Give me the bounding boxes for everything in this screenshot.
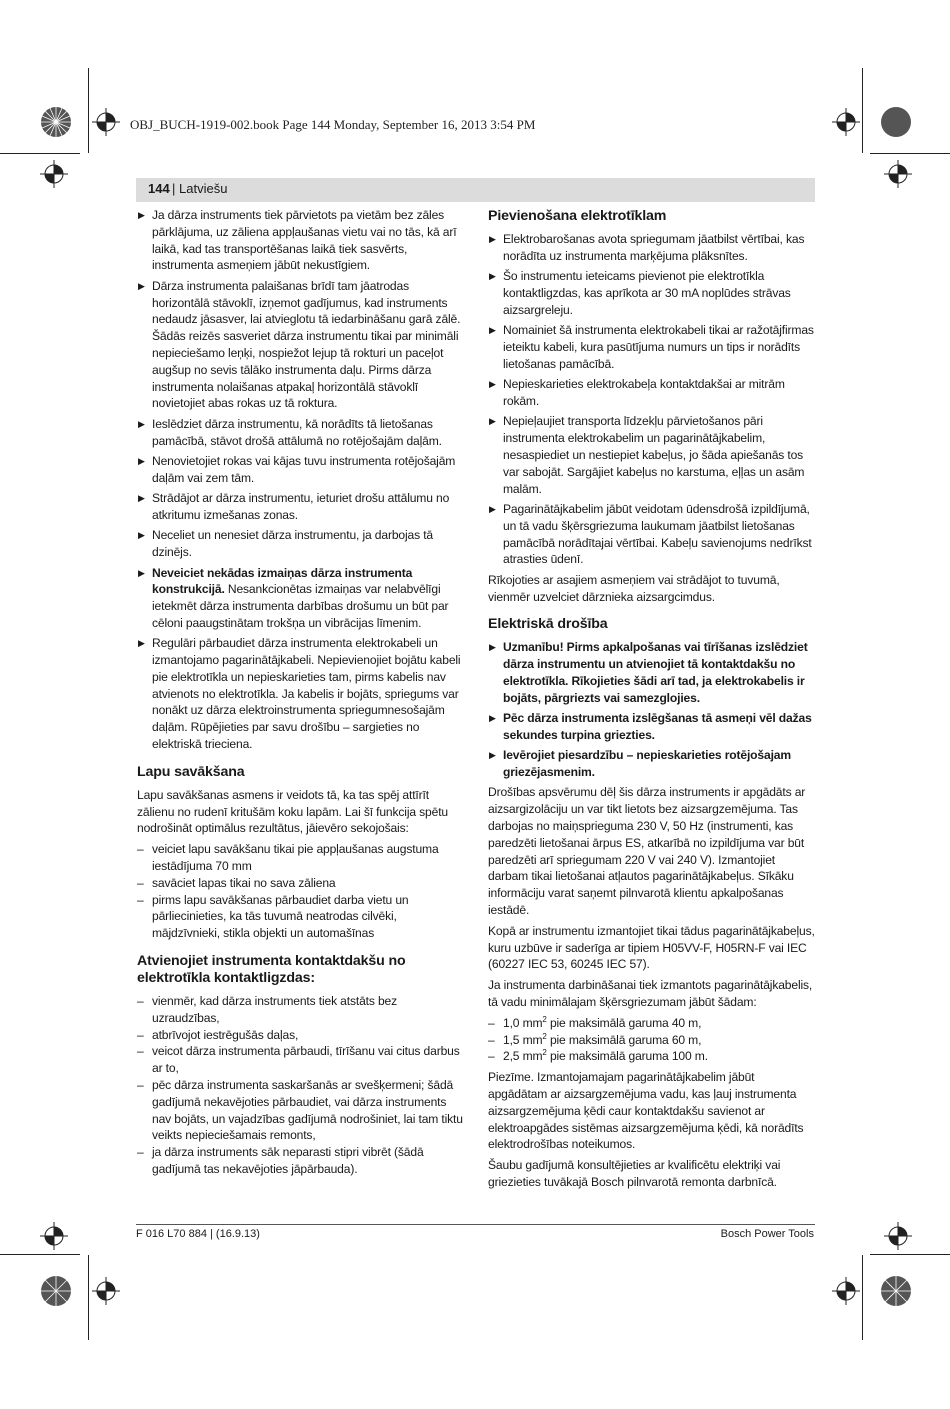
- list-item: – savāciet lapas tikai no sava zāliena: [137, 875, 465, 892]
- section-heading-elektriska: Elektriskā drošība: [488, 616, 608, 633]
- warning-bullet: [488, 639, 816, 706]
- list-item: [488, 1032, 816, 1049]
- list-item: – veicot dārza instrumenta pārbaudi, tīrīšanu vai citus darbus ar to,: [137, 1043, 465, 1077]
- safety-bullet: ▶ Neceliet un nenesiet dārza instrumentu, ja darbojas tā dzinējs.: [137, 527, 465, 561]
- bullet-bold-lead: Neveiciet nekādas izmaiņas dārza instrumenta konstrukcijā.: [152, 565, 413, 597]
- trim-line: [870, 153, 950, 154]
- list-item: – ja dārza instruments sāk neparasti stipri vibrēt (šādā gadījumā tas nekavējoties jāpārbauda).: [137, 1144, 465, 1178]
- cable-size-list: [488, 1015, 816, 1065]
- footer-doc-code: F 016 L70 884 | (16.9.13): [136, 1228, 260, 1240]
- cable-length: pie maksimālā garuma 100 m.: [546, 1049, 708, 1064]
- bullet-text: Nesankcionētas izmaiņas var nelabvēlīgi ietekmēt dārza instrumenta darbības drošumu un būt par cēloni paaugstinātam trokšņa un vibrācijas līmenim.: [152, 582, 449, 630]
- page-header: [136, 178, 815, 202]
- header-separator: |: [172, 181, 176, 196]
- list-item: [488, 1015, 816, 1032]
- crosshair-mark: [884, 160, 912, 188]
- footer-divider: [136, 1224, 815, 1225]
- crosshair-mark: [832, 1277, 860, 1305]
- superscript: 2: [542, 1014, 547, 1024]
- safety-bullet: ▶ Pagarinātājkabelim jābūt veidotam ūdensdrošā izpildījumā, un tā vadu šķērsgriezuma laukumam jāatbilst lietošanas pamācībā norādītajai vērtībai. Kabeļu savienojums nedrīkst atrasties ūdenī.: [488, 501, 816, 568]
- paragraph: Lapu savākšanas asmens ir veidots tā, ka tas spēj attīrīt zālienu no rudenī kritušām koku lapām. Lai šī funkcija spētu nodrošināt optimālus rezultātus, jāievēro sekojošais:: [137, 787, 448, 836]
- registration-mark-bottom-right: [880, 1275, 912, 1307]
- page-language: Latviešu: [179, 181, 228, 196]
- printer-header: OBJ_BUCH-1919-002.book Page 144 Monday, September 16, 2013 3:54 PM: [130, 117, 536, 132]
- footer-brand: Bosch Power Tools: [720, 1228, 814, 1240]
- safety-bullet: ▶ Nepieļaujiet transporta līdzekļu pārvietošanos pāri instrumenta elektrokabelim un pagarinātājkabelim, nesaspiediet un nestiepiet kabeļus, jo šāda apiešanās tos var sabojāt. Sargājiet kabeļus no karstuma, eļļas un asām malām.: [488, 413, 816, 497]
- cable-length: pie maksimālā garuma 60 m,: [546, 1032, 702, 1047]
- registration-mark-top-right: [880, 106, 912, 138]
- safety-bullet: ▶ Nomainiet šā instrumenta elektrokabeli tikai ar ražotājfirmas ieteiktu kabeli, kura pasūtījuma numurs un tips ir norādīts lietošanas pamācībā.: [488, 322, 816, 372]
- safety-bullet: ▶ Regulāri pārbaudiet dārza instrumenta elektrokabeli un izmantojamo pagarinātājkabeli. Nepievienojiet bojātu kabeli pie elektrotīkla un nepieskarieties tam, pirms kabelis nav atvienots no elektrotīkla. Ja kabelis ir bojāts, spriegums var nonākt uz dārza elektroinstrumenta spriegumnesošajām daļām. Rūpējieties par savu drošību – sargieties no elektriskā trieciena.: [137, 635, 465, 753]
- cable-size: 1,0 mm: [503, 1015, 543, 1030]
- safety-bullet: ▶ Šo instrumentu ieteicams pievienot pie elektrotīkla kontaktligzdas, kas aprīkota ar 30 mA noplūdes strāvas aizsargreleju.: [488, 268, 816, 318]
- paragraph: Ja instrumenta darbināšanai tiek izmantots pagarinātājkabelis, tā vadu minimālajam šķērsgriezumam jābūt šādam:: [488, 978, 813, 1010]
- safety-bullet: ▶ Dārza instrumenta palaišanas brīdī tam jāatrodas horizontālā stāvoklī, izņemot gadījumus, kad instruments nedaudz jāsasver, lai atvieglotu tā iedarbināšanu garā zālē. Šādās reizēs sasveriet dārza instrumentu tikai par minimāli nepieciešamo leņķi, nospiežot lejup tā rokturi un paceļot augšup no sevis tālāko instrumenta daļu. Pirms dārza instrumenta nolaišanas atpakaļ horizontālā stāvoklī novietojiet abas rokas uz tā roktura.: [137, 278, 465, 412]
- safety-bullet: ▶ Nenovietojiet rokas vai kājas tuvu instrumenta rotējošajām daļām vai zem tām.: [137, 453, 465, 487]
- crosshair-mark: [92, 108, 120, 136]
- page-number: 144: [148, 181, 170, 196]
- crosshair-mark: [832, 108, 860, 136]
- lapu-list: [137, 841, 465, 942]
- list-item: – vienmēr, kad dārza instruments tiek atstāts bez uzraudzības,: [137, 993, 465, 1027]
- trim-line: [88, 1255, 89, 1340]
- paragraph: Kopā ar instrumentu izmantojiet tikai tādus pagarinātājkabeļus, kuru uzbūve ir saderīga ar tipiem H05VV-F, H05RN-F vai IEC (60227 IEC 53, 60245 IEC 57).: [488, 923, 815, 972]
- safety-bullet: ▶ Strādājot ar dārza instrumentu, ieturiet drošu attālumu no atkritumu izmešanas zonas.: [137, 490, 465, 524]
- bullet-bold-text: Ievērojiet piesardzību – nepieskarieties rotējošajam griezējasmenim.: [503, 748, 791, 780]
- section-heading-pievienosana: Pievienošana elektrotīklam: [488, 208, 667, 224]
- trim-line: [870, 1254, 950, 1255]
- list-item: – veiciet lapu savākšanu tikai pie appļaušanas augstuma iestādījuma 70 mm: [137, 841, 465, 875]
- superscript: 2: [542, 1031, 547, 1041]
- section-heading-atvienojiet: Atvienojiet instrumenta kontaktdakšu no elektrotīkla kontaktligzdas:: [137, 953, 406, 987]
- list-item: – pirms lapu savākšanas pārbaudiet darba vietu un pārliecinieties, ka tās tuvumā neatrodas cilvēki, mājdzīvnieki, stikla objekti un automašīnas: [137, 892, 465, 942]
- safety-bullet: ▶ Nepieskarieties elektrokabeļa kontaktdakšai ar mitrām rokām.: [488, 376, 816, 410]
- safety-bullet: [137, 565, 465, 632]
- trim-line: [0, 153, 80, 154]
- warning-bullet: [488, 710, 816, 744]
- safety-bullet: ▶ Ja dārza instruments tiek pārvietots pa vietām bez zāles pārklājuma, uz zāliena appļaušanas vietu vai no tās, kā arī laikā, kad tas transportēšanas laikā tiek sasvērts, instrumenta asmeņiem jābūt nekustīgiem.: [137, 207, 465, 274]
- bullet-bold-text: Uzmanību! Pirms apkalpošanas vai tīrīšanas izslēdziet dārza instrumentu un atvienojiet tā kontaktdakšu no elektrotīkla. Rīkojieties šādi arī tad, ja elektrokabelis ir bojāts, pārgriezts vai samezglojies.: [503, 640, 808, 705]
- cable-length: pie maksimālā garuma 40 m,: [546, 1015, 702, 1030]
- paragraph: Drošības apsvērumu dēļ šis dārza instruments ir apgādāts ar aizsargizolāciju un var tikt lietots bez aizsargzemējuma. Tas darbojas no maiņsprieguma 230 V, 50 Hz (instrumenti, kas paredzēti lietošanai ārpus ES, atkarībā no izpildījuma var būt paredzēti arī spriegumam 220 V vai 240 V). Izmantojiet darbam tikai lietošanai atļautos pagarinātājkabeļus. Sīkāku informāciju varat saņemt pilnvarotā klientu apkalpošanas iestādē.: [488, 785, 806, 918]
- cable-size: 1,5 mm: [503, 1032, 543, 1047]
- superscript: 2: [542, 1048, 547, 1058]
- trim-line: [88, 68, 89, 153]
- registration-mark-top-left: [40, 106, 72, 138]
- paragraph: Šaubu gadījumā konsultējieties ar kvalificētu elektriķi vai griezieties tuvākajā Bosch pilnvarotā remonta darbnīcā.: [488, 1158, 781, 1189]
- registration-mark-bottom-left: [40, 1275, 72, 1307]
- paragraph: Piezīme. Izmantojamajam pagarinātājkabelim jābūt apgādātam ar aizsargzemējuma vadu, kas ļauj instrumenta aizsargzemējuma ķēdi caur kontaktdakšu savienot ar elektroapgādes sistēmas aizsargzemējuma ķēdi, kā norādīts elektrodrošības noteikumos.: [488, 1070, 804, 1152]
- atvienojiet-list: [137, 993, 465, 1178]
- list-item: – pēc dārza instrumenta saskaršanās ar svešķermeni; šādā gadījumā nekavējoties pārbaudiet, vai dārza instruments nav bojāts, un vajadzības gadījumā nodrošiniet, lai tam tiktu veikts nepieciešamais remonts,: [137, 1077, 465, 1144]
- cable-size: 2,5 mm: [503, 1049, 543, 1064]
- crosshair-mark: [92, 1277, 120, 1305]
- section-heading-lapu: Lapu savākšana: [137, 763, 245, 780]
- safety-bullet: ▶ Ieslēdziet dārza instrumentu, kā norādīts tā lietošanas pamācībā, stāvot drošā attālumā no rotējošajām daļām.: [137, 416, 465, 450]
- left-column: [137, 207, 465, 1182]
- crosshair-mark: [884, 1222, 912, 1250]
- safety-bullet: ▶ Elektrobarošanas avota spriegumam jāatbilst vērtībai, kas norādīta uz instrumenta marķējuma plāksnītes.: [488, 231, 816, 265]
- list-item: – atbrīvojot iestrēgušās daļas,: [137, 1027, 465, 1044]
- right-column: [488, 207, 816, 1195]
- crosshair-mark: [40, 1222, 68, 1250]
- warning-bullet: [488, 747, 816, 781]
- trim-line: [0, 1254, 80, 1255]
- trim-line: [862, 1255, 863, 1340]
- trim-line: [862, 68, 863, 153]
- paragraph: Rīkojoties ar asajiem asmeņiem vai strādājot to tuvumā, vienmēr uzvelciet dārznieka aizsargcimdus.: [488, 572, 780, 604]
- bullet-bold-text: Pēc dārza instrumenta izslēgšanas tā asmeņi vēl dažas sekundes turpina griezties.: [503, 711, 812, 742]
- crosshair-mark: [40, 160, 68, 188]
- list-item: [488, 1048, 816, 1065]
